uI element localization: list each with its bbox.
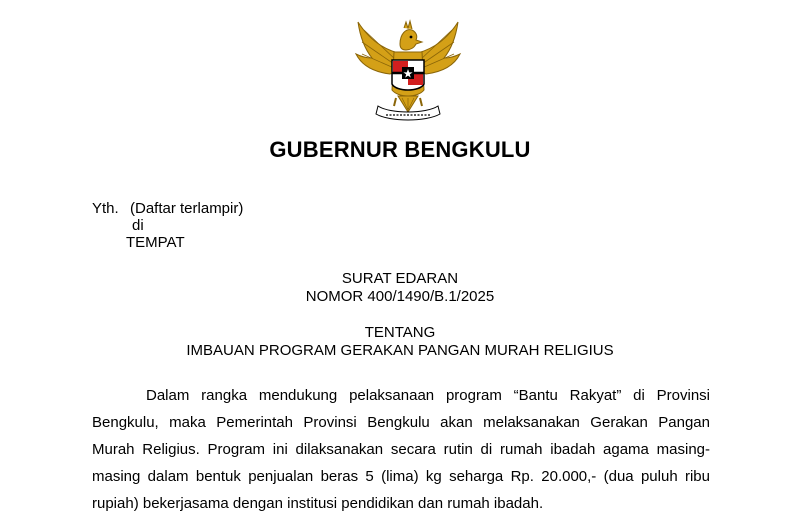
body-line-5: rupiah) bekerjasama dengan institusi pendidikan dan rumah ibadah. (92, 495, 544, 512)
letter-about-label: TENTANG (364, 324, 436, 341)
letterhead-title: GUBERNUR BENGKULU (269, 137, 531, 162)
address-tempat: TEMPAT (126, 234, 185, 251)
body-line-2: Bengkulu, maka Pemerintah Provinsi Bengkulu akan melaksanakan Gerakan Pangan (92, 414, 710, 431)
letter-type: SURAT EDARAN (341, 270, 459, 287)
address-di: di (132, 217, 144, 234)
body-line-4: masing dalam bentuk penjualan beras 5 (lima) kg seharga Rp. 20.000,- (dua puluh ribu (92, 468, 710, 485)
body-line-1: Dalam rangka mendukung pelaksanaan program “Bantu Rakyat” di Provinsi (146, 387, 710, 404)
address-yth-label: Yth. (92, 200, 119, 217)
letter-number: NOMOR 400/1490/B.1/2025 (305, 288, 495, 305)
letter-subject: IMBAUAN PROGRAM GERAKAN PANGAN MURAH RELIGIUS (186, 342, 614, 359)
address-recipient: (Daftar terlampir) (130, 200, 244, 217)
garuda-pancasila-emblem-icon (350, 14, 466, 126)
body-line-3: Murah Religius. Program ini dilaksanakan secara rutin di rumah ibadah agama masing- (92, 441, 710, 458)
